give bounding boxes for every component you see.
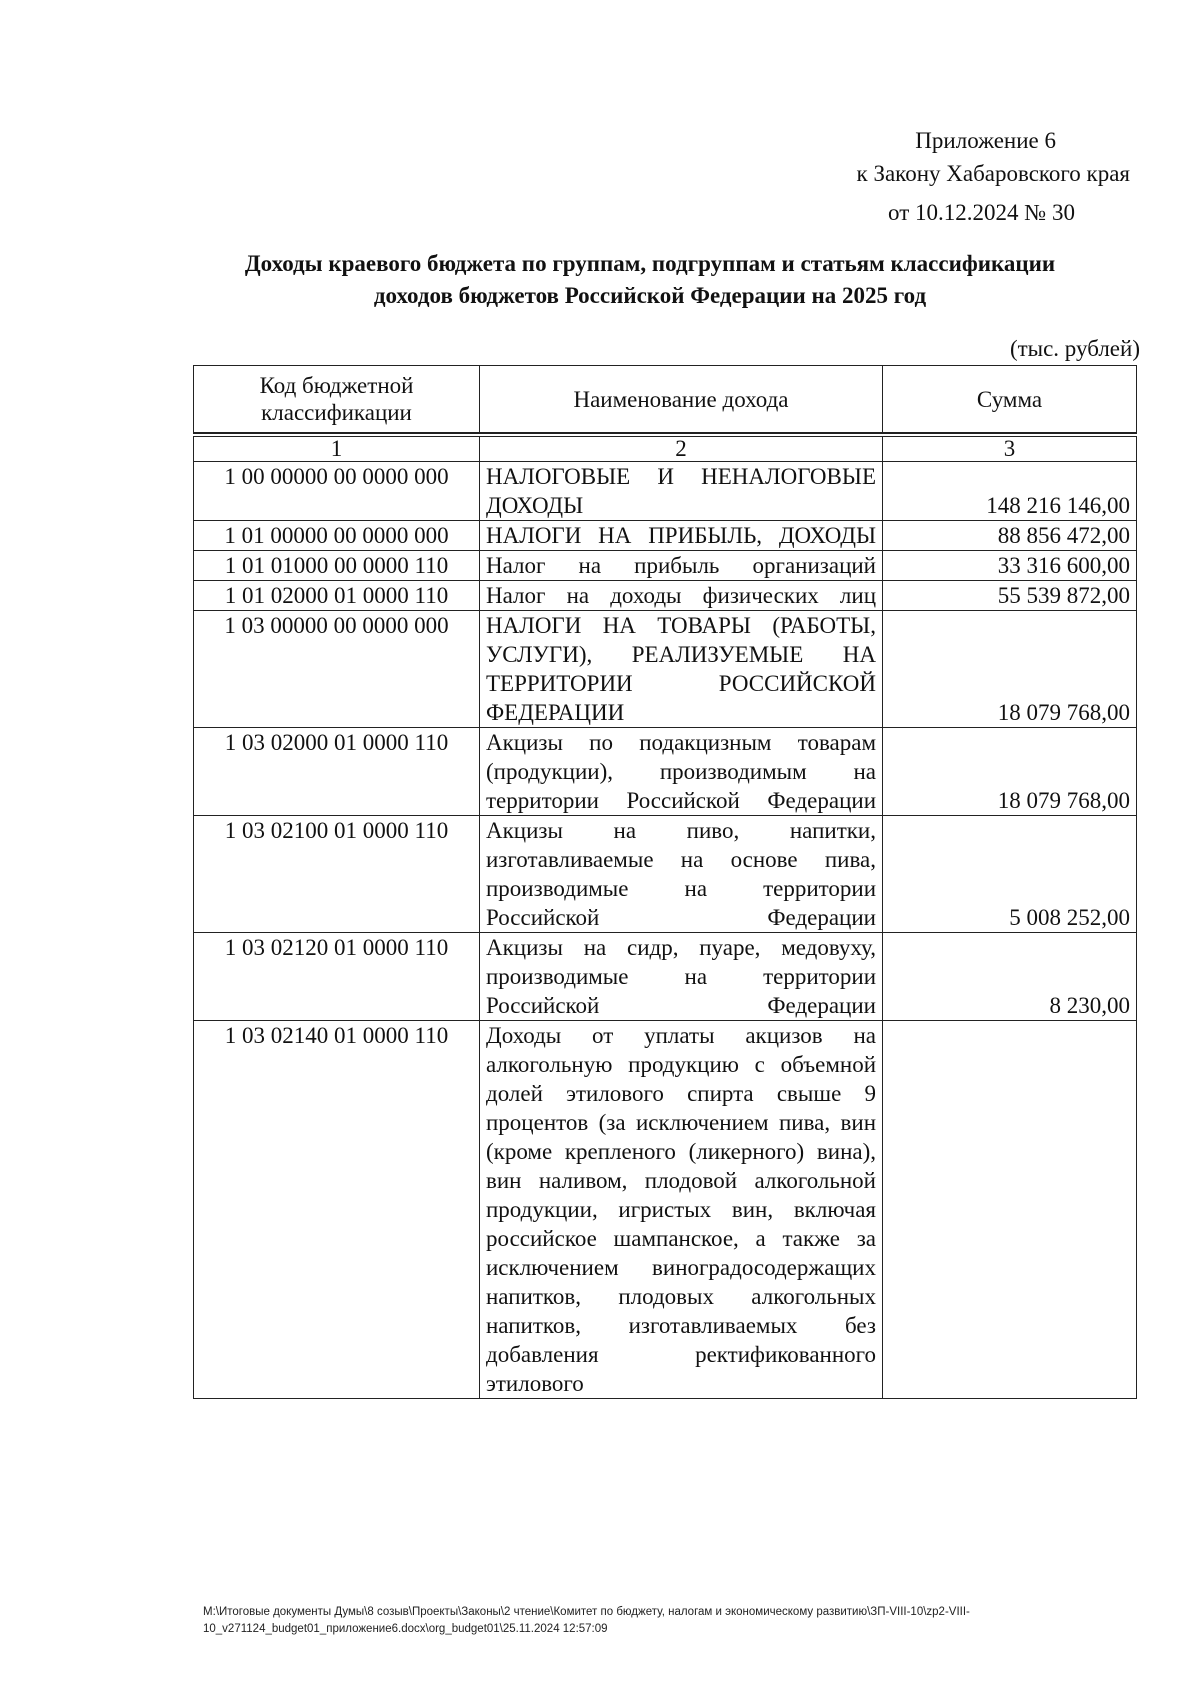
table-row (194, 462, 1137, 521)
row-sum: 33 316 600,00 (883, 551, 1137, 581)
row-code: 1 01 01000 00 0000 110 (194, 551, 480, 581)
row-name: НАЛОГИ НА ТОВАРЫ (РАБОТЫ, УСЛУГИ), РЕАЛИЗУЕМЫЕ НА ТЕРРИТОРИИ РОССИЙСКОЙ ФЕДЕРАЦИИ (480, 611, 883, 728)
row-code: 1 03 02100 01 0000 110 (194, 816, 480, 933)
row-name: НАЛОГИ НА ПРИБЫЛЬ, ДОХОДЫ (480, 521, 883, 551)
table-row (194, 728, 1137, 816)
annex-line-1: Приложение 6 (915, 128, 1056, 153)
column-number: 3 (883, 435, 1137, 462)
row-sum: 5 008 252,00 (883, 816, 1137, 933)
row-sum: 148 216 146,00 (883, 462, 1137, 521)
row-name: Акцизы на сидр, пуаре, медовуху, производимые на территории Российской Федерации (480, 933, 883, 1021)
header-sum: Сумма (883, 366, 1137, 433)
row-sum: 18 079 768,00 (883, 611, 1137, 728)
column-number: 1 (194, 435, 480, 462)
units-label: (тыс. рублей) (1009, 336, 1140, 361)
row-code: 1 03 02000 01 0000 110 (194, 728, 480, 816)
row-code: 1 03 02120 01 0000 110 (194, 933, 480, 1021)
table-row (194, 521, 1137, 551)
header-code: Код бюджетной классификации (194, 366, 480, 433)
table-row (194, 551, 1137, 581)
table-row (194, 933, 1137, 1021)
row-sum: 8 230,00 (883, 933, 1137, 1021)
row-name: Акцизы на пиво, напитки, изготавливаемые на основе пива, производимые на территории Российской Федерации (480, 816, 883, 933)
table-row (194, 611, 1137, 728)
row-code: 1 01 00000 00 0000 000 (194, 521, 480, 551)
row-name: Налог на прибыль организаций (480, 551, 883, 581)
row-code: 1 00 00000 00 0000 000 (194, 462, 480, 521)
title-line-1: Доходы краевого бюджета по группам, подгруппам и статьям классификации (244, 251, 1056, 276)
document-title (150, 248, 1150, 312)
table-header (193, 365, 1137, 433)
column-numbers-row (194, 435, 1137, 462)
table-row (194, 581, 1137, 611)
row-name: НАЛОГОВЫЕ И НЕНАЛОГОВЫЕ ДОХОДЫ (480, 462, 883, 521)
revenue-table (193, 433, 1137, 1399)
row-sum: 88 856 472,00 (883, 521, 1137, 551)
file-path-footer: M:\Итоговые документы Думы\8 созыв\Проекты\Законы\2 чтение\Комитет по бюджету, налогам и экономическому развитию\ЗП-VIII-10\zp2-VIII-10_v271124_budget01_приложение6.docx\org_budget01\25.11.2024 12:57:09 (203, 1606, 970, 1635)
title-line-2: доходов бюджетов Российской Федерации на 2025 год (373, 283, 927, 308)
annex-block (857, 124, 1130, 229)
row-code: 1 03 00000 00 0000 000 (194, 611, 480, 728)
row-name: Налог на доходы физических лиц (480, 581, 883, 611)
header-name: Наименование дохода (480, 366, 883, 433)
row-code: 1 01 02000 01 0000 110 (194, 581, 480, 611)
table-row (194, 1021, 1137, 1399)
column-number: 2 (480, 435, 883, 462)
row-sum: 55 539 872,00 (883, 581, 1137, 611)
row-name: Акцизы по подакцизным товарам (продукции), производимым на территории Российской Федерации (480, 728, 883, 816)
row-code: 1 03 02140 01 0000 110 (194, 1021, 480, 1399)
row-sum: 18 079 768,00 (883, 728, 1137, 816)
table-row (194, 816, 1137, 933)
row-sum (883, 1021, 1137, 1399)
annex-line-2: к Закону Хабаровского края (856, 161, 1130, 186)
row-name: Доходы от уплаты акцизов на алкогольную продукцию с объемной долей этилового спирта свыше 9 процентов (за исключением пива, вин (кроме крепленого (ликерного) вина), вин наливом, плодовой алкогольной продукции, игристых вин, включая российское шампанское, а также за исключением виноградосодержащих напитков, плодовых алкогольных напитков, изготавливаемых без добавления ректификованного этилового (480, 1021, 883, 1399)
annex-line-3: от 10.12.2024 № 30 (888, 200, 1075, 225)
